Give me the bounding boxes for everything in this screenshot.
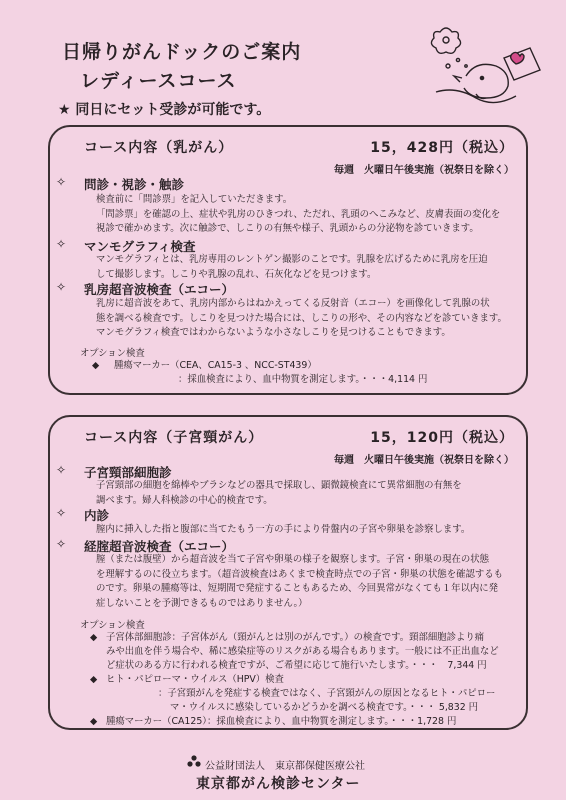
diamond-bullet-icon: ◆ bbox=[92, 360, 100, 371]
sparkle-bullet-icon: ✧ bbox=[56, 175, 67, 189]
section-line: のです。卵巣の腫瘍等は、短期間で発症することもあるため、今回異常がなくても１年以内に発 bbox=[96, 583, 499, 594]
course-schedule: 毎週 火曜日午後実施（祝祭日を除く） bbox=[334, 165, 514, 176]
option-line: ど症状のある方に行われる検査ですが、ご希望に応じて施行いたします。・・・ 7,344 円 bbox=[106, 660, 487, 671]
option-line: みや出血を伴う場合や、稀に感染症等のリスクがある場合もあります。一般には不正出血など bbox=[106, 646, 499, 657]
section-body bbox=[96, 193, 516, 237]
sparkle-bullet-icon: ✧ bbox=[56, 280, 67, 294]
section-line: マンモグラフィとは、乳房専用のレントゲン撮影のことです。乳腺を広げるために乳房を圧迫 bbox=[96, 254, 488, 265]
section-line: 子宮頸部の細胞を綿棒やブラシなどの器具で採取し、顕微鏡検査にて異常細胞の有無を bbox=[96, 480, 462, 491]
course-breast-cancer-box bbox=[48, 125, 528, 395]
section-body bbox=[96, 479, 516, 508]
course-price: 15，120円（税込） bbox=[370, 430, 514, 446]
course-cervical-cancer-box bbox=[48, 415, 528, 730]
option-line: 子宮体部細胞診：子宮体がん（頸がんとは別のがんです。）の検査です。頸部細胞診より痛 bbox=[106, 632, 485, 643]
diamond-bullet-icon: ◆ bbox=[90, 674, 98, 685]
section-body bbox=[96, 553, 516, 611]
section-heading: マンモグラフィ検査 bbox=[84, 239, 196, 254]
organization-emblem-icon bbox=[186, 754, 202, 770]
diamond-bullet-icon: ◆ bbox=[90, 632, 98, 643]
section-line: して撮影します。しこりや乳腺の乱れ、石灰化などを見つけます。 bbox=[96, 268, 377, 280]
sparkle-bullet-icon: ✧ bbox=[56, 237, 67, 251]
diamond-bullet-icon: ◆ bbox=[90, 716, 98, 727]
sparkle-bullet-icon: ✧ bbox=[56, 506, 67, 520]
section-line: 視診で確かめます。次に触診で、しこりの有無や様子、乳頭からの分泌物を診ていきます。 bbox=[96, 223, 479, 234]
course-schedule: 毎週 火曜日午後実施（祝祭日を除く） bbox=[334, 455, 514, 466]
section-heading: 内診 bbox=[84, 508, 110, 523]
option-line: ：子宮頸がんを発症する検査ではなく、子宮頸がんの原因となるヒト・パピロー bbox=[158, 688, 496, 699]
option-item-title: 腫瘍マーカー（CEA、CA15-3 、NCC-ST439） bbox=[114, 360, 317, 371]
bird-heart-decoration-icon bbox=[426, 18, 546, 108]
footer-organization: 公益財団法人 東京都保健医療公社 bbox=[205, 761, 365, 772]
same-day-note: ★ 同日にセット受診が可能です。 bbox=[58, 102, 271, 118]
section-line: 検査前に「問診票」を記入していただきます。 bbox=[96, 194, 293, 205]
option-line: マ・ウイルスに感染しているかどうかを調べる検査です。・・・ 5,832 円 bbox=[170, 702, 479, 713]
section-body bbox=[96, 523, 516, 538]
section-line: 膣（または腹壁）から超音波を当て子宮や卵巣の様子を観察します。子宮・卵巣の現在の状態 bbox=[96, 554, 490, 565]
section-line: 「問診票」を確認の上、症状や乳房のひきつれ、ただれ、乳頭のへこみなど、皮膚表面の変化を bbox=[96, 208, 501, 220]
option-item-detail: ：採血検査により、血中物質を測定します。・・・4,114 円 bbox=[178, 374, 428, 385]
section-line: 症しないことを予測できるものではありません。） bbox=[96, 597, 308, 609]
section-line: 調べます。婦人科検診の中心的検査です。 bbox=[96, 494, 273, 506]
section-heading: 乳房超音波検査（エコー） bbox=[84, 282, 235, 297]
footer-center-name: 東京都がん検診センター bbox=[196, 776, 361, 792]
section-body bbox=[96, 253, 516, 282]
option-item bbox=[106, 715, 520, 729]
sparkle-bullet-icon: ✧ bbox=[56, 537, 67, 551]
section-line: マンモグラフィ検査ではわからないような小さなしこりを見つけることもできます。 bbox=[96, 327, 451, 338]
course-price: 15，428円（税込） bbox=[370, 140, 514, 156]
option-item bbox=[106, 631, 520, 673]
page-subtitle: レディースコース bbox=[80, 70, 237, 92]
section-line: 乳房に超音波をあて、乳房内部からはねかえってくる反射音（エコー）を画像化して乳腺の状 bbox=[96, 298, 490, 309]
section-body bbox=[96, 297, 516, 341]
course-title: コース内容（乳がん） bbox=[84, 140, 234, 156]
page-title: 日帰りがんドックのご案内 bbox=[62, 41, 302, 63]
section-line: を理解するのに役立ちます。（超音波検査はあくまで検査時点での子宮・卵巣の状態を確認するも bbox=[96, 568, 504, 580]
options-label: オプション検査 bbox=[80, 620, 145, 631]
sparkle-bullet-icon: ✧ bbox=[56, 463, 67, 477]
section-heading: 経腟超音波検査（エコー） bbox=[84, 539, 235, 554]
course-title: コース内容（子宮頸がん） bbox=[84, 430, 264, 446]
options-label: オプション検査 bbox=[80, 348, 145, 359]
option-line: 腫瘍マーカー（CA125）：採血検査により、血中物質を測定します。・・・1,728 円 bbox=[106, 716, 457, 727]
section-line: 膣内に挿入した指と腹部に当てたもう一方の手により骨盤内の子宮や卵巣を診察します。 bbox=[96, 524, 471, 535]
section-heading: 問診・視診・触診 bbox=[84, 177, 185, 192]
section-heading: 子宮頸部細胞診 bbox=[84, 465, 172, 480]
section-line: 態を調べる検査です。しこりを見つけた場合には、しこりの形や、その内容などを診ていきます。 bbox=[96, 312, 507, 324]
option-line: ヒト・パピローマ・ウイルス（HPV）検査 bbox=[106, 674, 284, 685]
option-item bbox=[106, 673, 520, 715]
